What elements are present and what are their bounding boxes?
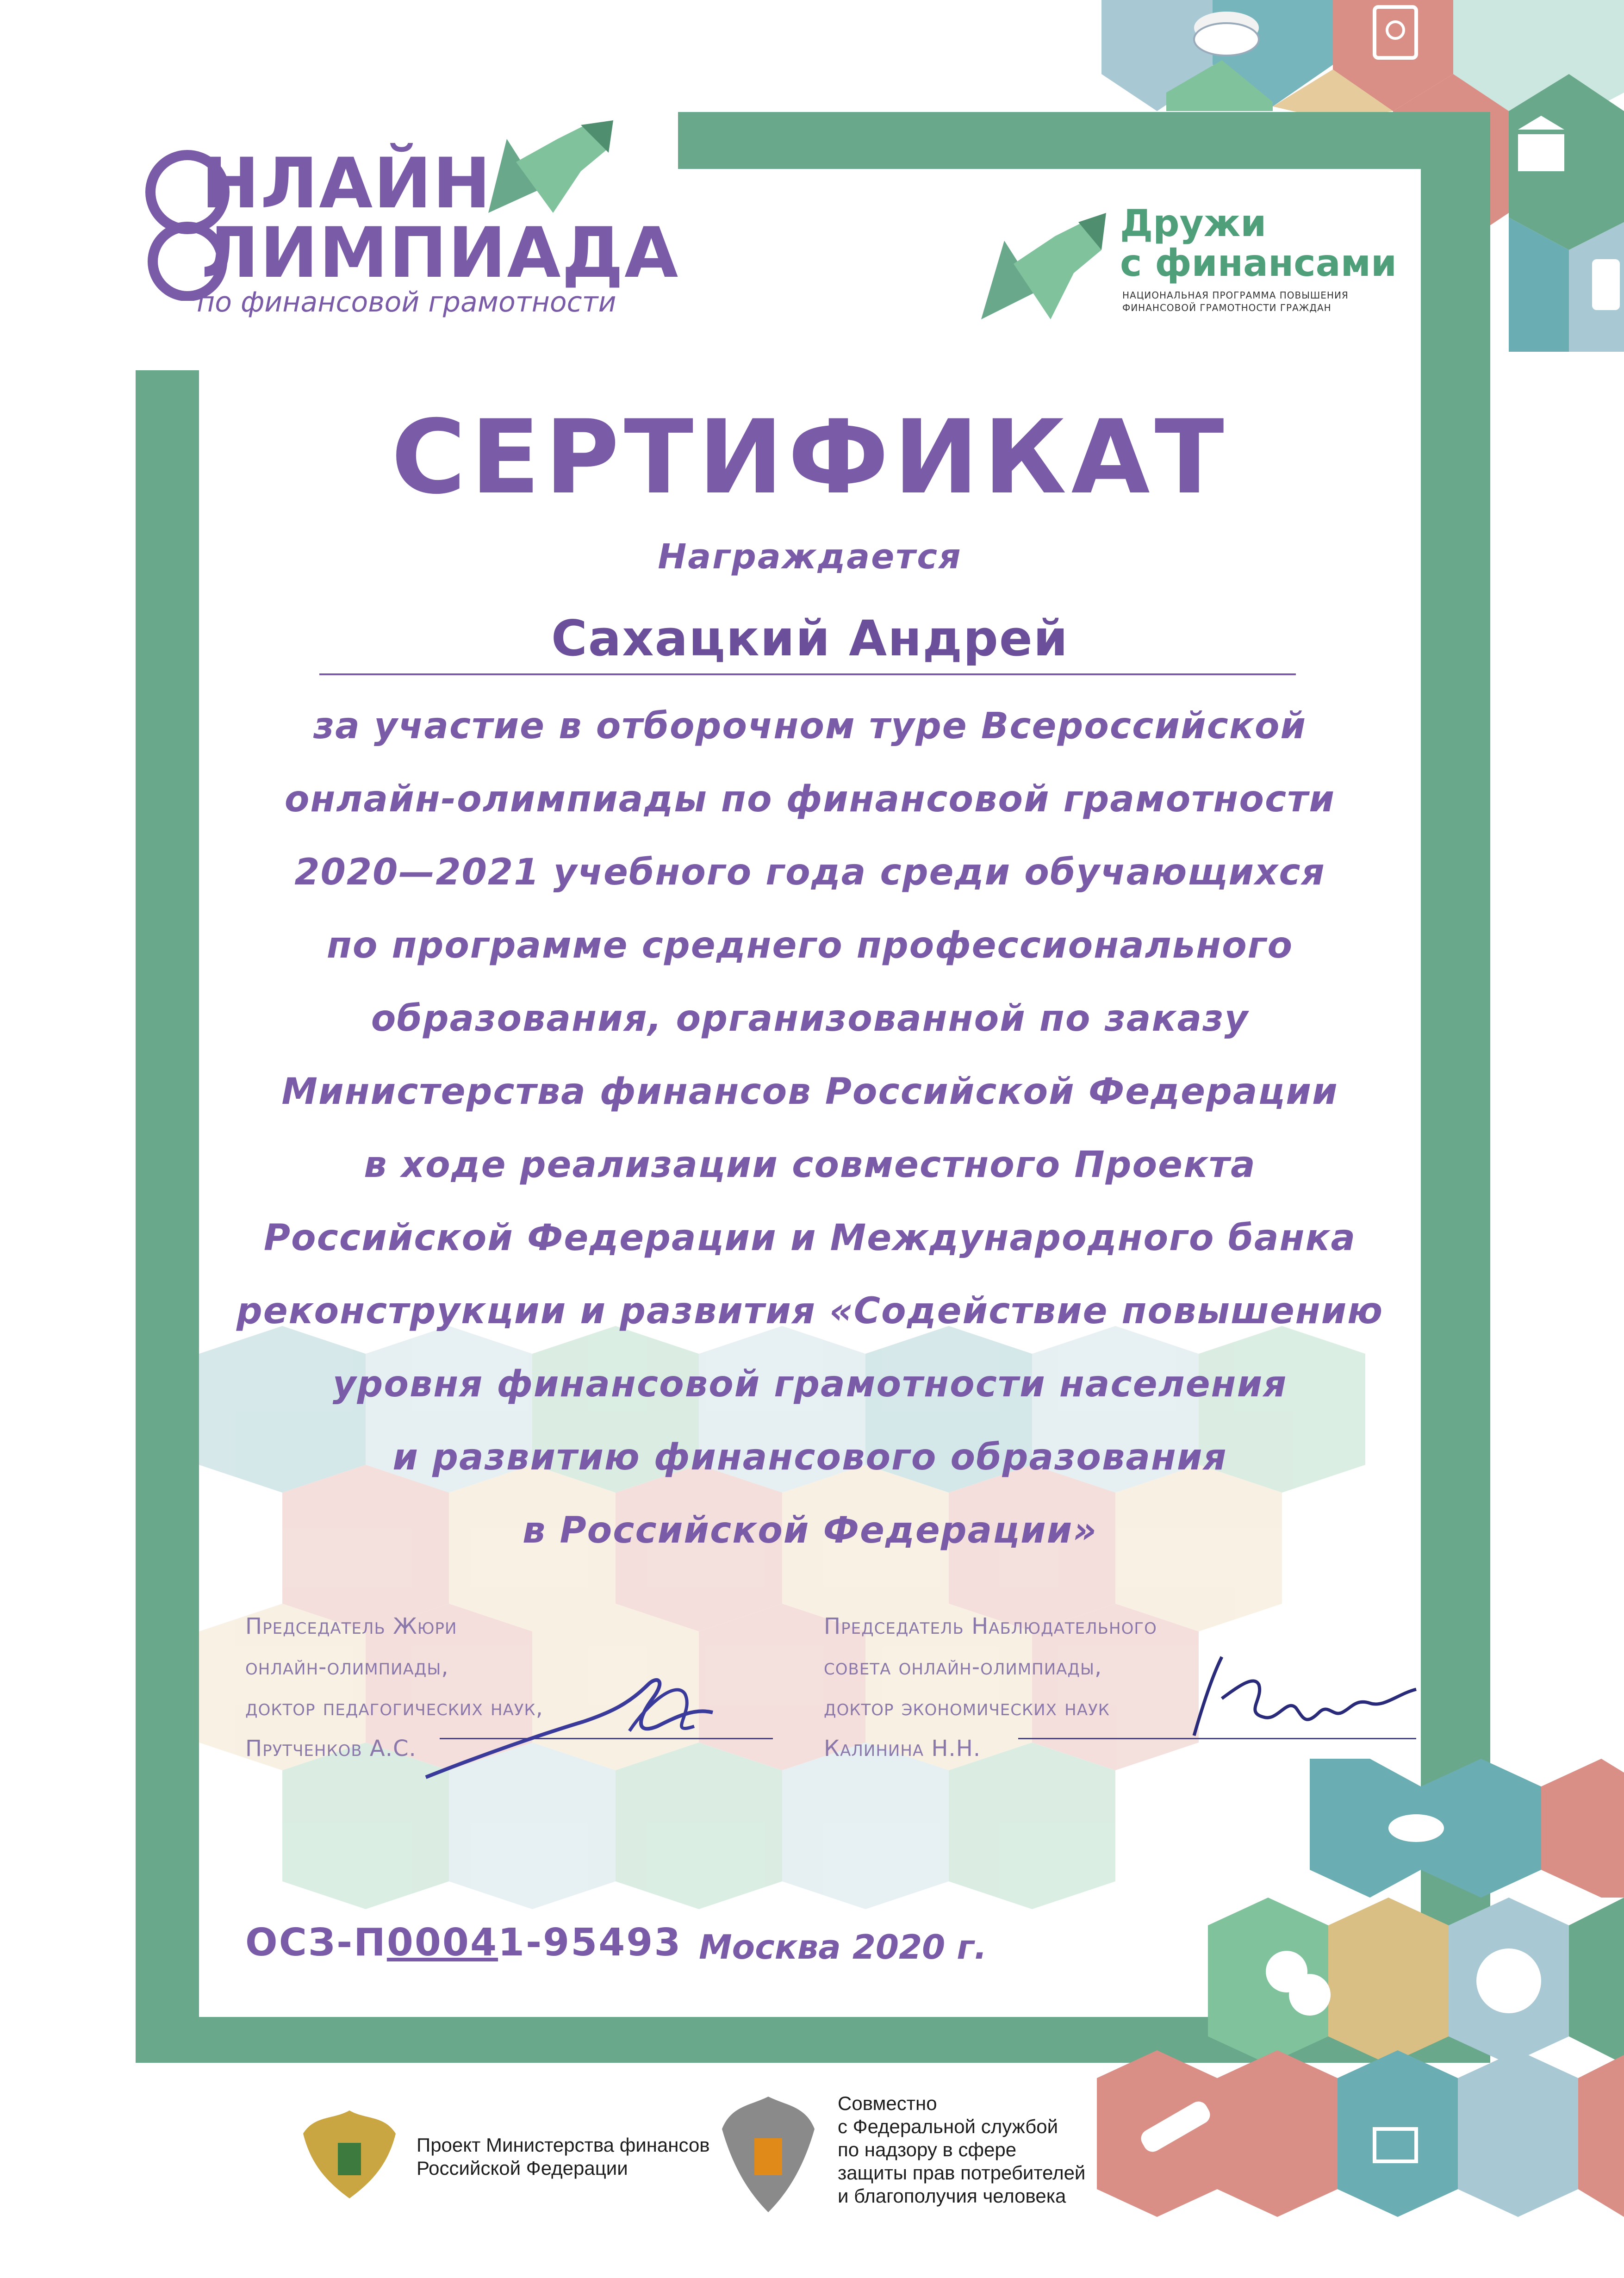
footer-right-line: по надзору в сфере xyxy=(838,2139,1017,2160)
body-line: уровня финансовой грамотности населения xyxy=(332,1363,1288,1405)
signatory-right-line: Калинина Н.Н. xyxy=(824,1736,981,1761)
code-prefix: ОСЗ-П xyxy=(245,1921,387,1965)
body-line: за участие в отборочном туре Всероссийской xyxy=(313,705,1307,747)
partner-line1: Дружи xyxy=(1120,202,1267,245)
body-line: Министерства финансов Российской Федерации xyxy=(281,1071,1338,1113)
olympiad-logo-line1: НЛАЙН xyxy=(201,143,492,224)
signatory-left-line: Прутченков А.С. xyxy=(245,1736,417,1761)
logo-olympiad xyxy=(137,139,679,333)
signatory-right-line: Председатель Наблюдательного xyxy=(824,1613,1157,1639)
signatory-right-line: совета онлайн-олимпиады, xyxy=(824,1654,1102,1680)
pie-chart-icon xyxy=(1476,1948,1541,2013)
code-suffix: 1-95493 xyxy=(498,1921,682,1965)
body-line: онлайн-олимпиады по финансовой грамотности xyxy=(284,778,1336,820)
certificate-code xyxy=(245,1921,682,1965)
footer-left-line: Российской Федерации xyxy=(417,2157,628,2179)
olympiad-logo-subtitle: по финансовой грамотности xyxy=(197,286,616,318)
signatory-right-line: доктор экономических наук xyxy=(824,1695,1110,1721)
body-line: и развитию финансового образования xyxy=(392,1437,1227,1478)
body-line: по программе среднего профессионального xyxy=(326,925,1294,966)
signatory-left-line: онлайн-олимпиады, xyxy=(245,1654,449,1680)
recipient-name: Сахацкий Андрей xyxy=(551,610,1069,667)
footer-right-line: Совместно xyxy=(838,2092,937,2114)
partner-sub1: НАЦИОНАЛЬНАЯ ПРОГРАММА ПОВЫШЕНИЯ xyxy=(1122,290,1349,301)
certificate-title: СЕРТИФИКАТ xyxy=(391,398,1229,517)
signatory-left-line: доктор педагогических наук, xyxy=(245,1695,543,1721)
wallet-icon xyxy=(1592,259,1620,310)
footer-right-line: с Федеральной службой xyxy=(838,2116,1058,2137)
signature-left xyxy=(417,1666,740,1786)
coat-of-arms-icon xyxy=(296,2101,403,2208)
footer-right xyxy=(838,2092,1085,2208)
body-line: в Российской Федерации» xyxy=(522,1510,1098,1551)
city-date: Москва 2020 г. xyxy=(699,1928,987,1967)
awarded-label: Награждается xyxy=(658,537,962,577)
body-line: реконструкции и развития «Содействие повышению xyxy=(236,1290,1384,1332)
body-line: в ходе реализации совместного Проекта xyxy=(364,1144,1256,1186)
footer-left-line: Проект Министерства финансов xyxy=(417,2134,710,2156)
partner-sub2: ФИНАНСОВОЙ ГРАМОТНОСТИ ГРАЖДАН xyxy=(1122,302,1332,313)
hexagon-pattern-bottom xyxy=(1097,1759,1624,2278)
coins-icon xyxy=(1194,12,1259,56)
coins-icon-bottom xyxy=(1388,1814,1444,1842)
logo-partner xyxy=(981,204,1398,324)
footer-left xyxy=(417,2134,710,2180)
partner-line2: с финансами xyxy=(1120,242,1397,285)
footer-right-line: защиты прав потребителей xyxy=(838,2162,1086,2184)
olympiad-logo-line2: ЛИМПИАДА xyxy=(201,213,679,293)
origami-dog-icon xyxy=(488,120,618,213)
signatory-left-line: Председатель Жюри xyxy=(245,1613,457,1639)
footer-right-line: и благополучия человека xyxy=(838,2185,1066,2207)
body-line: Российской Федерации и Международного банка xyxy=(263,1217,1356,1259)
rospotrebnadzor-emblem-icon xyxy=(717,2087,819,2222)
signature-right xyxy=(1185,1648,1425,1749)
body-line: 2020—2021 учебного года среди обучающихся xyxy=(294,852,1325,893)
signatory-right xyxy=(824,1606,1157,1769)
code-number: 0004 xyxy=(386,1921,498,1965)
body-line: образования, организованной по заказу xyxy=(371,998,1249,1039)
certificate-body xyxy=(199,690,1421,1567)
partner-dog-icon xyxy=(981,213,1106,319)
recipient-underline xyxy=(319,673,1296,675)
